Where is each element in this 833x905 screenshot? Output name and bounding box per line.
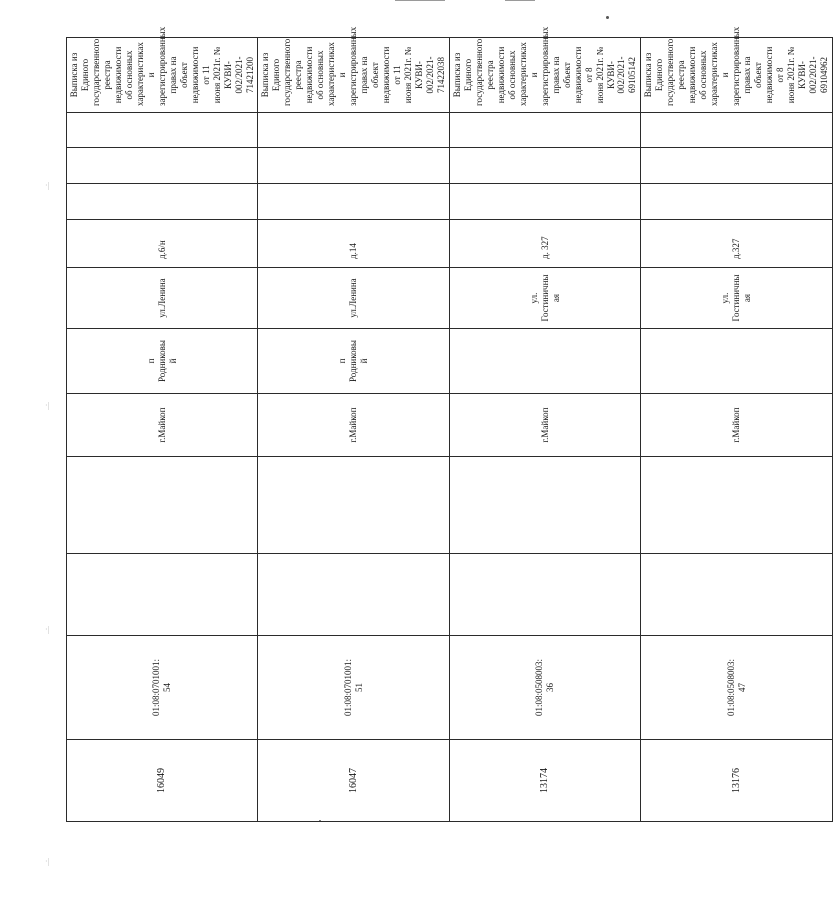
empty-cell bbox=[449, 148, 640, 184]
empty-cell bbox=[641, 148, 832, 184]
empty-cell bbox=[641, 457, 832, 554]
street-cell: ул.Ленина bbox=[67, 268, 258, 329]
document-cell: Выписка из Единого государственного реестра недвижимости об основных характеристиках и зарегистрированных правах на объект недвижимости от 8 июня 2021г. № КУВИ- 002/2021-69105142 bbox=[449, 38, 640, 113]
record-number: 16049 bbox=[67, 740, 258, 822]
city-cell: г.Майкоп bbox=[641, 394, 832, 457]
empty-cell bbox=[67, 554, 258, 636]
house-cell: д.14 bbox=[258, 220, 449, 268]
empty-cell bbox=[67, 457, 258, 554]
table-row bbox=[641, 38, 832, 822]
street-cell: ул. Гостиничны ая bbox=[449, 268, 640, 329]
scan-edge-mark: ·| bbox=[45, 857, 50, 866]
empty-cell bbox=[449, 113, 640, 148]
house-cell: д. 327 bbox=[449, 220, 640, 268]
cadastral-number: 01:08:0701001: 51 bbox=[258, 636, 449, 740]
street-cell: ул. Гостиничны ая bbox=[641, 268, 832, 329]
street-cell: ул.Ленина bbox=[258, 268, 449, 329]
empty-cell bbox=[67, 113, 258, 148]
empty-cell bbox=[449, 184, 640, 220]
cadastral-number: 01:08:0508003: 47 bbox=[641, 636, 832, 740]
document-cell: Выписка из Единого государственного реестра недвижимости об основных характеристиках и зарегистрированных правах на объект недвижимости от 8 июня 2021г. № КУВИ- 002/2021-69104962 bbox=[641, 38, 832, 113]
house-cell: д.6/н bbox=[67, 220, 258, 268]
document-cell: Выписка из Единого государственного реестра недвижимости об основных характеристиках и зарегистрированных правах на объект недвижимости от 11 июня 2021г. № КУВИ- 002/2021-71421200 bbox=[67, 38, 258, 113]
table-row bbox=[449, 38, 640, 822]
empty-cell bbox=[449, 554, 640, 636]
city-cell: г.Майкоп bbox=[67, 394, 258, 457]
table-row bbox=[258, 38, 449, 822]
district-cell: п Родниковы й bbox=[67, 329, 258, 394]
house-cell: д.327 bbox=[641, 220, 832, 268]
district-cell: п Родниковы й bbox=[258, 329, 449, 394]
scan-edge-mark: ·| bbox=[45, 625, 50, 634]
empty-cell bbox=[258, 113, 449, 148]
document-cell: Выписка из Единого государственного реестра недвижимости об основных характеристиках и зарегистрированных правах на объект недвижимости от 11 июня 2021г. № КУВИ- 002/2021-71422038 bbox=[258, 38, 449, 113]
record-number: 16047 bbox=[258, 740, 449, 822]
empty-cell bbox=[641, 554, 832, 636]
scan-mark bbox=[395, 0, 445, 1]
empty-cell bbox=[258, 148, 449, 184]
city-cell: г.Майкоп bbox=[258, 394, 449, 457]
record-number: 13174 bbox=[449, 740, 640, 822]
scan-speck bbox=[606, 16, 609, 19]
cadastral-number: 01:08:0508003: 36 bbox=[449, 636, 640, 740]
empty-cell bbox=[641, 113, 832, 148]
empty-cell bbox=[449, 457, 640, 554]
empty-cell bbox=[67, 148, 258, 184]
empty-cell bbox=[67, 184, 258, 220]
scan-mark bbox=[505, 0, 535, 1]
city-cell: г.Майкоп bbox=[449, 394, 640, 457]
empty-cell bbox=[641, 184, 832, 220]
empty-cell bbox=[258, 457, 449, 554]
district-cell bbox=[641, 329, 832, 394]
scan-edge-mark: ·| bbox=[45, 401, 50, 410]
cadastral-number: 01:08:0701001: 54 bbox=[67, 636, 258, 740]
empty-cell bbox=[258, 554, 449, 636]
scan-edge-mark: ·| bbox=[45, 181, 50, 190]
property-register-table bbox=[66, 26, 833, 822]
table-row bbox=[67, 38, 258, 822]
district-cell bbox=[449, 329, 640, 394]
empty-cell bbox=[258, 184, 449, 220]
record-number: 13176 bbox=[641, 740, 832, 822]
